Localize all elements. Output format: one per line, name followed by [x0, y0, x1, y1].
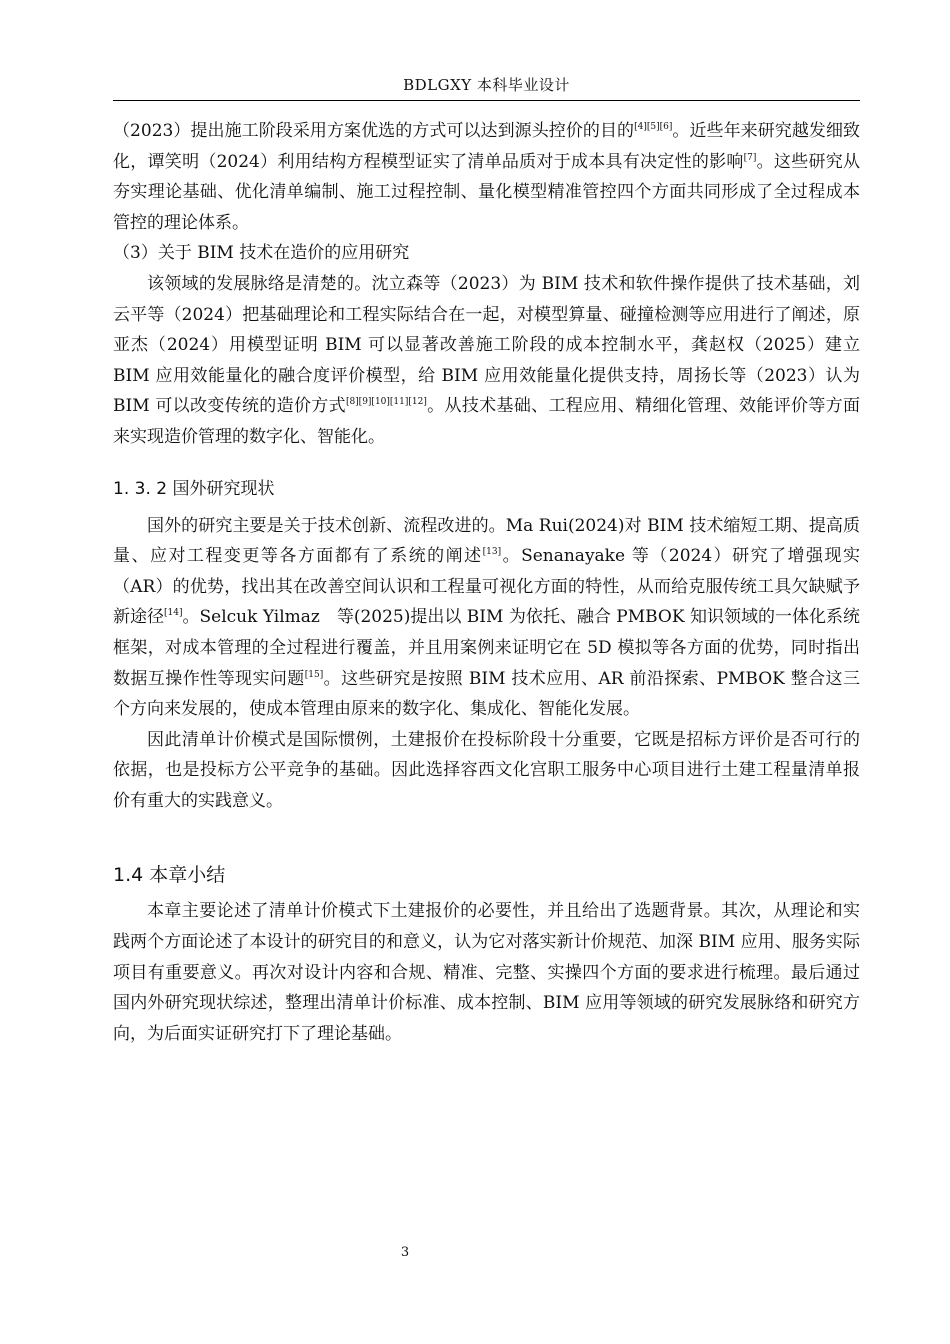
subheading-bim-cost: （3）关于 BIM 技术在造价的应用研究	[113, 243, 410, 264]
section-heading-1-4: 1.4 本章小结	[113, 864, 226, 887]
section-heading-1-3-2: 1. 3. 2 国外研究现状	[113, 478, 275, 499]
header-rule	[113, 100, 860, 101]
paragraph-text: 国外的研究主要是关于技术创新、流程改进的。Ma Rui(2024)对 BIM 技术缩短工期、提高质量、应对工程变更等各方面都有了系统的阐述	[113, 515, 860, 567]
citation: [4][5][6]	[634, 122, 673, 132]
paragraph-bim-development	[113, 269, 860, 453]
paragraph-text: 。这些研究是按照 BIM 技术应用、AR 前沿探索、PMBOK 整合这三个方向来发展的，使成本管理由原来的数字化、集成化、智能化发展。	[113, 668, 860, 720]
paragraph-text: 该领域的发展脉络是清楚的。沈立森等（2023）为 BIM 技术和软件操作提供了技术基础，刘云平等（2024）把基础理论和工程实际结合在一起，对模型算量、碰撞检测等应用进行了阐述，原亚杰（2024）用模型证明 BIM 可以显著改善施工阶段的成本控制水平，龚赵权（2025）建立 BIM 应用效能量化的融合度评价模型，给 BIM 应用效能量化提供支持，周扬长等（2023）认为 BIM 可以改变传统的造价方式	[113, 273, 860, 417]
citation: [8][9][10][11][12]	[345, 397, 427, 408]
paragraph-foreign-research	[113, 511, 860, 725]
paragraph-text: （2023）提出施工阶段采用方案优选的方式可以达到源头控价的目的	[113, 121, 635, 141]
paragraph-text: 。Selcuk Yilmaz 等(2025)提出以 BIM 为依托、融合 PMBOK 知识领域的一体化系统框架，对成本管理的全过程进行覆盖，并且用案例来证明它在 5D 模拟等各方面的优势，同时指出数据互操作性等现实问题	[113, 607, 860, 689]
citation: [7]	[743, 152, 757, 163]
citation: [14]	[164, 608, 183, 619]
paragraph-bim-review-cont	[113, 116, 860, 238]
page-number: 3	[400, 1245, 410, 1260]
paragraph-text: 。从技术基础、工程应用、精细化管理、效能评价等方面来实现造价管理的数字化、智能化。	[113, 396, 860, 447]
paragraph-text: 。Senanayake 等（2024）研究了增强现实（AR）的优势，找出其在改善空间认识和工程量可视化方面的特性，从而给克服传统工具欠缺赋予新途径	[113, 546, 860, 628]
citation: [13]	[482, 547, 502, 558]
paragraph-text: 。这些研究从夯实理论基础、优化清单编制、施工过程控制、量化模型精准管控四个方面共同形成了全过程成本管控的理论体系。	[113, 151, 860, 233]
citation: [15]	[304, 669, 324, 680]
paragraph-text: 。近些年来研究越发细致化，谭笑明（2024）利用结构方程模型证实了清单品质对于成本具有决定性的影响	[113, 121, 861, 172]
page-body	[113, 116, 860, 1049]
paragraph-chapter-summary: 本章主要论述了清单计价模式下土建报价的必要性，并且给出了选题背景。其次，从理论和实践两个方面论述了本设计的研究目的和意义，认为它对落实新计价规范、加深 BIM 应用、服务实际项目有重要意义。再次对设计内容和合规、精准、完整、实操四个方面的要求进行梳理。最后通过国内外研究现状综述，整理出清单计价标准、成本控制、BIM 应用等领域的研究发展脉络和研究方向，为后面实证研究打下了理论基础。	[113, 901, 860, 1044]
paragraph-practical-significance: 因此清单计价模式是国际惯例，土建报价在投标阶段十分重要，它既是招标方评价是否可行的依据，也是投标方公平竞争的基础。因此选择容西文化宫职工服务中心项目进行土建工程量清单报价有重大的实践意义。	[113, 729, 860, 811]
page-header: BDLGXY 本科毕业设计	[403, 76, 570, 94]
